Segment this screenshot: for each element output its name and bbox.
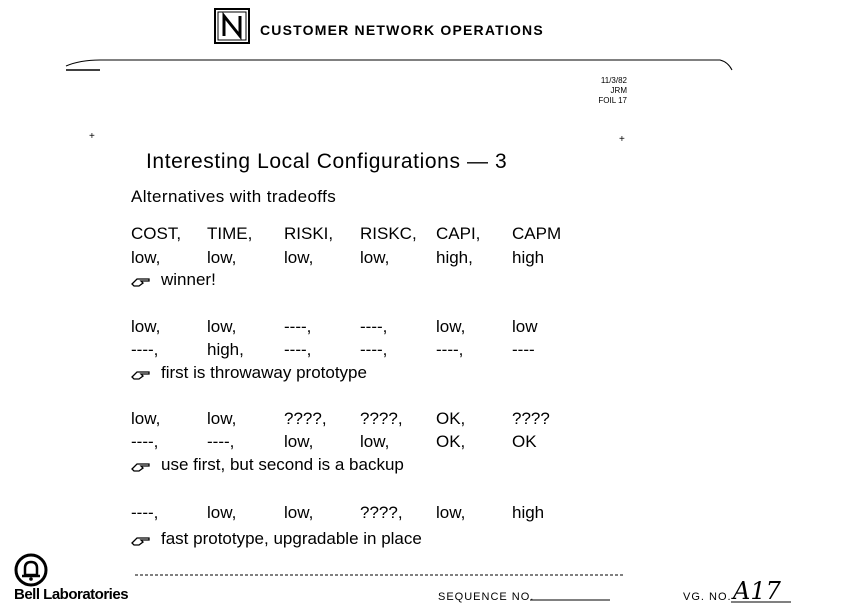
slide-subtitle: Alternatives with tradeoffs [131, 187, 337, 206]
config-cell: low, [284, 432, 314, 451]
config-cell: low, [436, 503, 466, 522]
config-cell: low [512, 317, 538, 336]
config-cell: ????, [360, 409, 403, 428]
config-cell: ----, [360, 340, 388, 359]
config-cell: OK, [436, 409, 466, 428]
header-rule [0, 0, 841, 90]
config-cell: high, [207, 340, 244, 359]
config-cell: low, [131, 409, 161, 428]
config-cell: low, [360, 432, 390, 451]
column-header: RISKC, [360, 224, 417, 243]
config-cell: low, [131, 248, 161, 267]
config-note-text: winner! [161, 270, 216, 289]
config-note [131, 363, 367, 383]
config-cell: low, [284, 503, 314, 522]
config-cell: ----, [284, 317, 312, 336]
config-cell: ----, [284, 340, 312, 359]
config-cell: ---- [512, 340, 535, 359]
config-note [131, 455, 404, 475]
config-note [131, 270, 216, 290]
column-header: RISKI, [284, 224, 334, 243]
column-header: TIME, [207, 224, 253, 243]
registration-mark: + [89, 131, 95, 142]
config-cell: high [512, 503, 545, 522]
config-cell: low, [284, 248, 314, 267]
config-cell: OK, [436, 432, 466, 451]
footer-rule [0, 570, 841, 580]
sequence-label: SEQUENCE NO. [438, 591, 535, 603]
config-cell: low, [207, 317, 237, 336]
config-cell: ----, [131, 503, 159, 522]
footer-brand: Bell Laboratories [14, 586, 129, 603]
config-cell: high, [436, 248, 473, 267]
config-cell: low, [207, 248, 237, 267]
pointing-hand-icon [131, 368, 151, 380]
vg-label: VG. NO. [683, 591, 732, 603]
config-cell: low, [207, 409, 237, 428]
config-cell: ----, [207, 432, 235, 451]
column-header: CAPM [512, 224, 562, 243]
config-cell: OK [512, 432, 537, 451]
config-cell: ???? [512, 409, 550, 428]
config-note-text: fast prototype, upgradable in place [161, 529, 422, 548]
config-cell: ----, [436, 340, 464, 359]
config-cell: high [512, 248, 545, 267]
config-cell: low, [436, 317, 466, 336]
config-note [131, 529, 422, 549]
config-cell: low, [207, 503, 237, 522]
config-cell: ----, [360, 317, 388, 336]
config-cell: ----, [131, 432, 159, 451]
meta-date: 11/3/82 [600, 76, 627, 85]
bell-logo [14, 553, 48, 587]
vg-number: A17 [733, 577, 781, 605]
config-cell: low, [131, 317, 161, 336]
column-header: COST, [131, 224, 182, 243]
pointing-hand-icon [131, 275, 151, 287]
slide-title: Interesting Local Configurations — 3 [146, 150, 508, 173]
meta-foil: FOIL 17 [598, 96, 627, 105]
config-cell: ????, [284, 409, 327, 428]
config-cell: ????, [360, 503, 403, 522]
config-note-text: first is throwaway prototype [161, 363, 367, 382]
header-org: CUSTOMER NETWORK OPERATIONS [260, 22, 544, 38]
registration-mark: + [619, 134, 625, 145]
meta-author: JRM [610, 86, 627, 95]
pointing-hand-icon [131, 534, 151, 546]
config-note-text: use first, but second is a backup [161, 455, 404, 474]
column-header: CAPI, [436, 224, 481, 243]
config-cell: low, [360, 248, 390, 267]
sequence-line [530, 598, 610, 602]
config-cell: ----, [131, 340, 159, 359]
pointing-hand-icon [131, 460, 151, 472]
